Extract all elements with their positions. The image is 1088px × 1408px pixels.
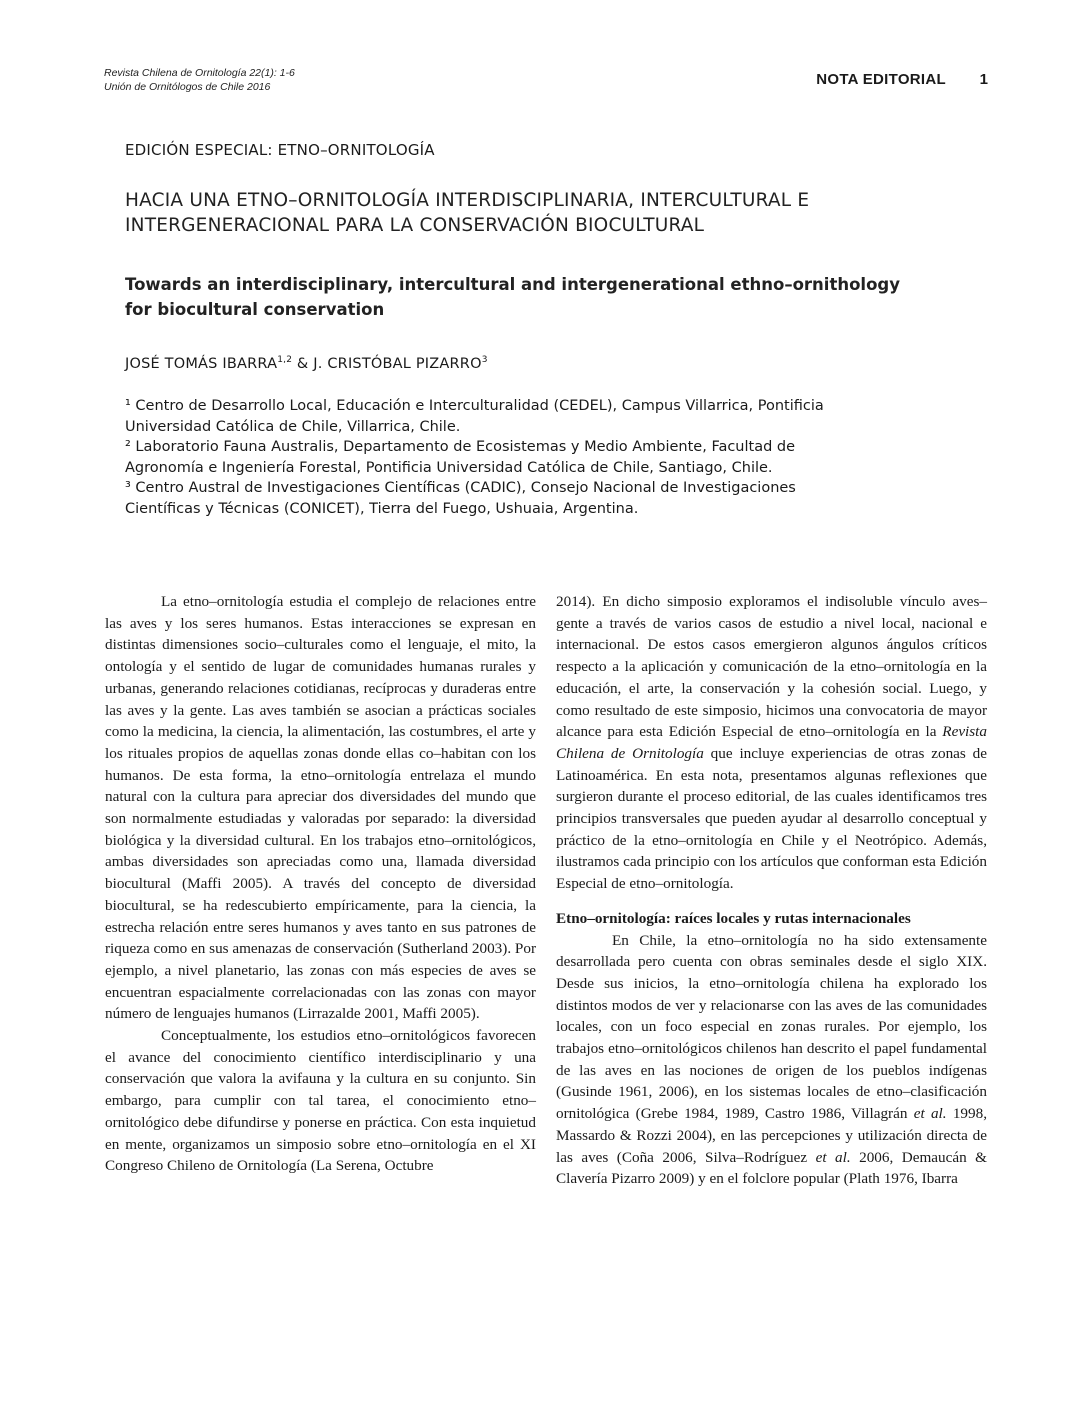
journal-publisher-line: Unión de Ornitólogos de Chile 2016: [104, 81, 271, 93]
author-list: [125, 355, 488, 372]
body-column-right: [556, 591, 987, 1190]
author-name: J. CRISTÓBAL PIZARRO: [313, 356, 482, 372]
body-column-left: [105, 591, 536, 1177]
section-subheading: Etno–ornitología: raíces locales y rutas internacionales: [556, 909, 911, 927]
journal-name: Revista Chilena de Ornitología: [556, 723, 987, 762]
affiliation-line: ³ Centro Austral de Investigaciones Científicas (CADIC), Consejo Nacional de Investigaciones: [125, 480, 796, 496]
body-paragraph: Conceptualmente, los estudios etno–ornitológicos favorecen el avance del conocimiento científico interdisciplinario y una conservación que valora la avifauna y la cultura en su conjunto. Sin embargo, para cumplir con tal tarea, el conocimiento etno–ornitológico debe difundirse y ponerse en práctica. Con esta inquietud en mente, organizamos un simposio sobre etno–ornitología en el XI Congreso Chileno de Ornitología (La Serena, Octubre: [105, 1027, 536, 1175]
affiliation-line: Científicas y Técnicas (CONICET), Tierra del Fuego, Ushuaia, Argentina.: [125, 500, 639, 517]
affiliation-line: Universidad Católica de Chile, Villarrica, Chile.: [125, 418, 461, 435]
affiliation-line: ¹ Centro de Desarrollo Local, Educación e Interculturalidad (CEDEL), Campus Villarrica, Pontificia: [125, 398, 824, 414]
author-name: JOSÉ TOMÁS IBARRA: [125, 356, 278, 372]
title-english-line: Towards an interdisciplinary, intercultural and intergenerational ethno–ornithology: [125, 275, 900, 294]
title-spanish: [125, 188, 985, 238]
journal-citation-line: Revista Chilena de Ornitología 22(1): 1-6: [104, 67, 295, 79]
section-label: NOTA EDITORIAL: [816, 71, 946, 88]
affiliations: [125, 396, 995, 519]
author-separator: &: [292, 356, 314, 372]
et-al-text: et al.: [815, 1148, 851, 1166]
paragraph-text: En Chile, la etno–ornitología no ha sido extensamente desarrollada pero cuenta con obras seminales desde el siglo XIX. Desde sus inicios, la etno–ornitología chilena ha explorado los distintos modos de ver y relacionarse con las aves de las comunidades locales, con un foco especial en zonas rurales. Por ejemplo, los trabajos etno–ornitológicos chilenos han descrito el papel fundamental de las aves en las nociones de origen de los pueblos indígenas (Gusinde 1961, 2006), en los sistemas locales de etno–clasificación ornitológica (Grebe 1984, 1989, Castro 1986, Villagrán: [556, 931, 987, 1123]
paragraph-text: 1998, Massardo & Rozzi 2004), en las percepciones y utilización directa de las aves (Coña 2006, Silva–Rodríguez: [556, 1105, 987, 1166]
title-english-line: for biocultural conservation: [125, 300, 385, 319]
et-al-text: et al.: [913, 1105, 947, 1123]
affiliation-line: ² Laboratorio Fauna Australis, Departamento de Ecosistemas y Medio Ambiente, Facultad de: [125, 439, 796, 455]
page-number: 1: [979, 71, 988, 88]
title-spanish-line: HACIA UNA ETNO–ORNITOLOGÍA INTERDISCIPLINARIA, INTERCULTURAL E: [125, 190, 810, 211]
body-paragraph: [556, 591, 987, 895]
title-spanish-line: INTERGENERACIONAL PARA LA CONSERVACIÓN BIOCULTURAL: [125, 215, 705, 236]
affiliation-line: Agronomía e Ingeniería Forestal, Pontificia Universidad Católica de Chile, Santiago, Chile.: [125, 459, 773, 476]
paragraph-text: que incluye experiencias de otras zonas de Latinoamérica. En esta nota, presentamos algunas reflexiones que surgieron durante el proceso editorial, de las cuales identificamos tres principios transversales que pueden ayudar al desarrollo conceptual y práctico de la etno–ornitología en Chile y el Neotrópico. Además, ilustramos cada principio con los artículos que conforman esta Edición Especial de etno–ornitología.: [556, 744, 988, 893]
author-affiliation-marker: 1,2: [277, 355, 293, 365]
body-paragraph: [556, 930, 987, 1190]
paragraph-text: 2006, Demaucán & Clavería Pizarro 2009) y en el folclore popular (Plath 1976, Ibarra: [556, 1148, 987, 1188]
body-paragraph: La etno–ornitología estudia el complejo de relaciones entre las aves y los seres humanos. Estas interacciones se expresan en distintas dimensiones socio–culturales como el lenguaje, el mito, la ontología y el sentido de lugar de comunidades humanas rurales y urbanas, generando relaciones cotidianas, recíprocas y duraderas entre las aves y la gente. Las aves también se asocian a prácticas sociales como la medicina, la ciencia, la alimentación, las costumbres, el arte y los rituales propios de aquellas zonas donde ellas co–habitan con los humanos. De esta forma, la etno–ornitología entrelaza el mundo natural con la cultura para apreciar dos diversidades del mundo que son normalmente estudiadas y valoradas por separado: la diversidad biológica y la diversidad cultural. En los trabajos etno–ornitológicos, ambas diversidades son apreciadas como una, llamada diversidad biocultural (Maffi 2005). A través del concepto de diversidad biocultural, se ha redescubierto empíricamente, para la ciencia, la estrecha relación entre seres humanos y aves tanto en sus patrones de riqueza como en sus amenazas de conservación (Sutherland 2003). Por ejemplo, a nivel planetario, las zonas con más especies de aves se encuentran espacialmente correlacionadas con las zonas con mayor número de lenguajes humanos (Lirrazalde 2001, Maffi 2005).: [105, 593, 537, 1023]
paragraph-text: 2014). En dicho simposio exploramos el indisoluble vínculo aves–gente a través de varios casos de estudio a nivel local, nacional e internacional. De estos casos emergieron algunos ángulos críticos respecto a la aplicación y comunicación de la etno–ornitología en la educación, el arte, la conservación y la cohesión social. Luego, y como resultado de este simposio, hicimos una convocatoria de mayor alcance para esta Edición Especial de etno–ornitología en la: [556, 593, 987, 741]
title-english: [125, 272, 985, 322]
special-edition-label: EDICIÓN ESPECIAL: ETNO–ORNITOLOGÍA: [125, 141, 435, 159]
journal-citation: [104, 66, 295, 94]
author-affiliation-marker: 3: [481, 355, 488, 365]
